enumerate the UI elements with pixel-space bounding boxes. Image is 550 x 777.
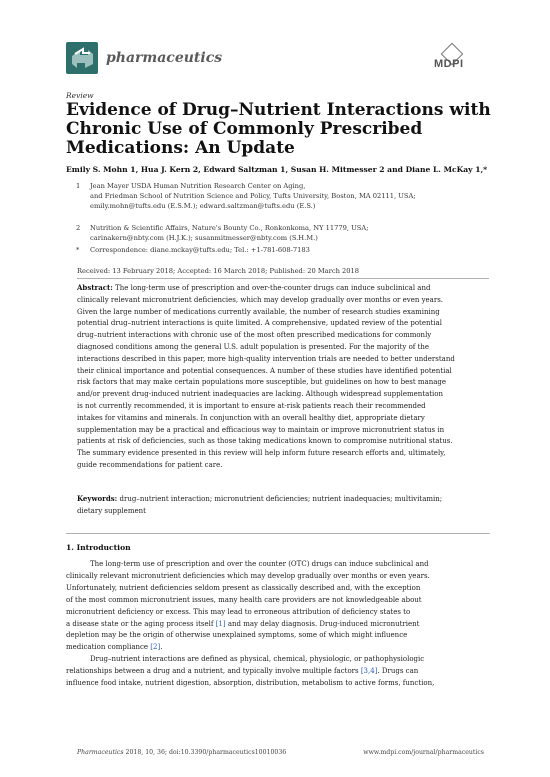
publisher-logo[interactable]: [434, 56, 482, 72]
journal-name[interactable]: pharmaceutics: [106, 50, 223, 66]
keywords-line: dietary supplement: [77, 506, 146, 515]
body-line: micronutrient deficiency or excess. This may lead to erroneous attribution of deficiency states to: [66, 607, 411, 616]
affiliation-line[interactable]: emily.mohn@tufts.edu (E.S.M.); edward.saltzman@tufts.edu (E.S.): [90, 202, 316, 210]
section-heading: 1. Introduction: [66, 543, 131, 552]
body-line: of the most common micronutrient issues, many health care providers are not knowledgeable about: [66, 595, 422, 604]
article-title: [66, 100, 491, 158]
citation-link[interactable]: [3,4]: [360, 667, 378, 676]
title-line: Evidence of Drug–Nutrient Interactions with: [66, 100, 491, 120]
abstract: [77, 282, 489, 472]
abstract-line: intakes for vitamins and minerals. In conjunction with an overall healthy diet, appropriate dietary: [77, 413, 425, 422]
publication-dates: Received: 13 February 2018; Accepted: 16 March 2018; Published: 20 March 2018: [77, 267, 360, 275]
abstract-line: drug–nutrient interactions with chronic use of the most often prescribed medications for commonly: [77, 331, 432, 340]
abstract-line: patients at risk of deficiencies, such as those taking medications known to compromise nutritional status.: [77, 437, 453, 446]
abstract-line: The long-term use of prescription and over-the-counter drugs can induce subclinical and: [115, 284, 431, 292]
abstract-label: Abstract:: [77, 283, 113, 292]
author-list: Emily S. Mohn 1, Hua J. Kern 2, Edward Saltzman 1, Susan H. Mitmesser 2 and Diane L. McKay 1,*: [66, 165, 488, 174]
abstract-line: clinically relevant micronutrient deficiencies, which may develop gradually over months or even years.: [77, 295, 444, 304]
body-line: [66, 619, 490, 631]
body-line: Drug–nutrient interactions are defined as physical, chemical, physiologic, or pathophysiologic: [90, 655, 425, 664]
body-text: [66, 559, 490, 690]
journal-logo-icon: [66, 42, 98, 74]
footer-citation: [77, 749, 286, 756]
abstract-line: supplementation may be a practical and efficacious way to maintain or improve micronutrient status in: [77, 425, 445, 434]
body-text-run: . Drugs can: [377, 667, 419, 676]
abstract-line: interactions described in this paper, more high-quality intervention trials are needed to better understand: [77, 354, 455, 363]
affiliation-line[interactable]: carinakern@nbty.com (H.J.K.); susanmitmesser@nbty.com (S.H.M.): [90, 234, 318, 242]
body-line: [66, 666, 490, 678]
body-text-run: and may delay diagnosis. Drug-induced micronutrient: [225, 619, 420, 628]
affiliation-line: Jean Mayer USDA Human Nutrition Research Center on Aging,: [90, 182, 306, 190]
abstract-line: Given the large number of medications currently available, the number of research studies examining: [77, 307, 440, 316]
correspondence-marker: *: [76, 246, 80, 254]
journal-header: [66, 42, 486, 82]
abstract-line: their clinical importance and potential consequences. A number of these studies have identified potential: [77, 366, 452, 375]
body-text-run: medication compliance: [66, 643, 151, 652]
footer-journal: Pharmaceutics: [77, 749, 124, 756]
body-line: [66, 642, 490, 654]
abstract-line: potential drug–nutrient interactions is quite limited. A comprehensive, updated review of the potential: [77, 319, 442, 328]
divider: [66, 533, 490, 534]
keywords-line: drug–nutrient interaction; micronutrient deficiencies; nutrient inadequacies; multivitamin;: [119, 495, 443, 503]
title-line: Medications: An Update: [66, 138, 295, 158]
body-text-run: a disease state or the aging process itself: [66, 619, 216, 628]
affiliation-number: 1: [76, 182, 81, 190]
footer-url[interactable]: www.mdpi.com/journal/pharmaceutics: [363, 749, 484, 756]
body-line: clinically relevant micronutrient deficiencies which may develop gradually over months or even years.: [66, 571, 430, 580]
abstract-line: is not currently recommended, it is important to ensure at-risk patients reach their recommended: [77, 401, 426, 410]
citation-link[interactable]: [2]: [150, 643, 161, 652]
divider: [77, 278, 489, 279]
citation-link[interactable]: [1]: [215, 619, 226, 628]
affiliation-line: and Friedman School of Nutrition Science and Policy, Tufts University, Boston, MA 02111, USA;: [90, 192, 416, 200]
body-text-run: .: [160, 643, 163, 652]
abstract-line: diagnosed conditions among the general U.S. adult population is presented. For the majority of the: [77, 342, 430, 351]
abstract-line: guide recommendations for patient care.: [77, 460, 223, 469]
title-line: Chronic Use of Commonly Prescribed: [66, 119, 423, 139]
body-line: The long-term use of prescription and over the counter (OTC) drugs can induce subclinical and: [90, 560, 429, 568]
article-type: Review: [66, 91, 94, 100]
body-line: influence food intake, nutrient digestion, absorption, distribution, metabolism to active forms, function,: [66, 679, 435, 688]
keywords: [77, 493, 489, 517]
footer-citation-rest: 2018, 10, 36; doi:10.3390/pharmaceutics10010036: [123, 749, 287, 756]
body-line: depletion may be the origin of otherwise unexplained symptoms, some of which might influence: [66, 631, 408, 640]
abstract-line: risk factors that may make certain populations more susceptible, but guidelines on how to best manage: [77, 378, 447, 387]
abstract-line: The summary evidence presented in this review will help inform future research efforts and, ultimately,: [77, 449, 446, 458]
keywords-label: Keywords:: [77, 494, 118, 503]
affiliation-line: Nutrition & Scientific Affairs, Nature's Bounty Co., Ronkonkoma, NY 11779, USA;: [90, 224, 369, 232]
publisher-name: MDPI: [434, 58, 464, 70]
abstract-line: and/or prevent drug-induced nutrient inadequacies are lacking. Although widespread supplementation: [77, 390, 444, 399]
body-line: Unfortunately, nutrient deficiencies seldom present as classically described and, with the exception: [66, 583, 421, 592]
affiliation-number: 2: [76, 224, 81, 232]
body-text-run: relationships between a drug and a nutrient, and typically involve multiple factors: [66, 667, 361, 676]
correspondence-line[interactable]: Correspondence: diane.mckay@tufts.edu; Tel.: +1-781-608-7183: [90, 246, 310, 254]
